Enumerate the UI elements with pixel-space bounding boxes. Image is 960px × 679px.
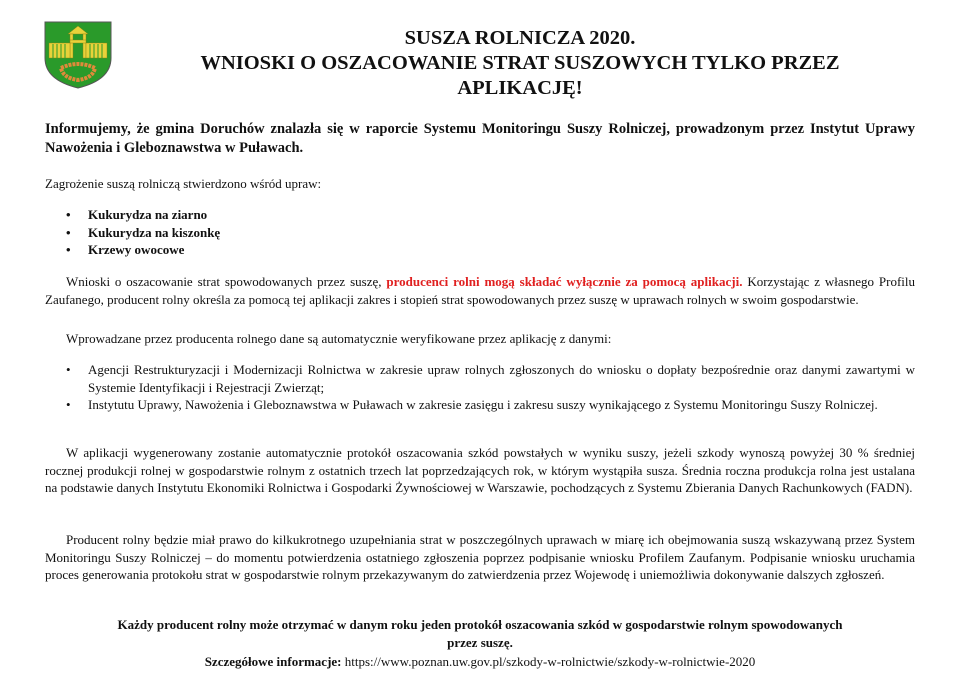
list-item: • Krzewy owocowe [45, 241, 915, 259]
text: Korzystając z własnego Profilu Zaufanego, producent rolny określa za pomocą tej aplikacji zakres i stopień strat spowodowanych przez suszę w uprawach rolnych w swoim gospodarstwie. [45, 274, 915, 307]
intro-paragraph: Informujemy, że gmina Doruchów znalazła się w raporcie Systemu Monitoringu Suszy Rolniczej, prowadzonym przez Instytut Uprawy Nawożenia i Gleboznawstwa w Puławach. [45, 121, 915, 156]
closing-note: Każdy producent rolny może otrzymać w danym roku jeden protokół oszacowania szkód w gospodarstwie rolnym spowodowanych przez suszę. [117, 617, 843, 650]
coat-of-arms-logo [43, 18, 113, 90]
supplement-paragraph: Producent rolny będzie miał prawo do kilkukrotnego uzupełniania strat w poszczególnych uprawach w miarę ich obejmowania suszą wskazywaną przez System Monitoringu Suszy Rolniczej – do momentu potwierdzenia ostatniego zgłoszenia poprzez podpisanie wniosku Profilem Zaufanym. Podpisanie wniosku uruchamia proces generowania protokołu strat w gospodarstwie rolnym przekazywanym do zatwierdzenia przez Wojewodę i uniemożliwia dokonywanie dalszych zgłoszeń. [45, 532, 915, 582]
verification-paragraph: Wprowadzane przez producenta rolnego dane są automatycznie weryfikowane przez aplikację z danymi: [66, 331, 612, 346]
title-line: SUSZA ROLNICZA 2020. [404, 27, 636, 49]
application-paragraph [45, 273, 915, 308]
list-item: • Agencji Restrukturyzacji i Modernizacji Rolnictwa w zakresie upraw rolnych zgłoszonych do wniosku o dopłaty bezpośrednie oraz danymi zawartymi w Systemie Identyfikacji i Rejestracji Zwierząt; [45, 361, 915, 396]
details-link[interactable]: https://www.poznan.uw.gov.pl/szkody-w-rolnictwie/szkody-w-rolnictwie-2020 [344, 654, 756, 669]
protocol-paragraph: W aplikacji wygenerowany zostanie automatycznie protokół oszacowania szkód powstałych w wyniku suszy, jeżeli szkody wynoszą powyżej 30 % średniej rocznej produkcji rolnej w gospodarstwie rolnym z ostatnich trzech lat poprzedzających rok, w którym wystąpiła susza. Średnia roczna produkcja rolna jest ustalana na podstawie danych Instytutu Ekonomiki Rolnictwa i Gospodarki Żywnościowej w Warszawie, pochodzących z Systemu Zbierania Danych Rachunkowych (FADN). [45, 445, 915, 495]
title-line: WNIOSKI O OSZACOWANIE STRAT SUSZOWYCH TYLKO PRZEZ [200, 52, 840, 74]
title-line: APLIKACJĘ! [457, 77, 583, 99]
list-item: • Kukurydza na ziarno [45, 206, 915, 224]
list-item: • Instytutu Uprawy, Nawożenia i Gleboznawstwa w Puławach w zakresie zasięgu i zakresu suszy wynikającego z Systemu Monitoringu Suszy Rolniczej. [45, 396, 915, 414]
sources-list [45, 361, 915, 414]
text: Wnioski o oszacowanie strat spowodowanych przez suszę, [66, 274, 387, 289]
crop-list [45, 206, 915, 259]
details-line [45, 653, 915, 671]
list-item: • Kukurydza na kiszonkę [45, 224, 915, 242]
page-title [150, 26, 890, 101]
threat-label: Zagrożenie suszą rolniczą stwierdzono wśród upraw: [45, 176, 322, 191]
details-label: Szczegółowe informacje: [204, 654, 342, 669]
highlight-text: producenci rolni mogą składać wyłącznie za pomocą aplikacji. [386, 274, 743, 289]
